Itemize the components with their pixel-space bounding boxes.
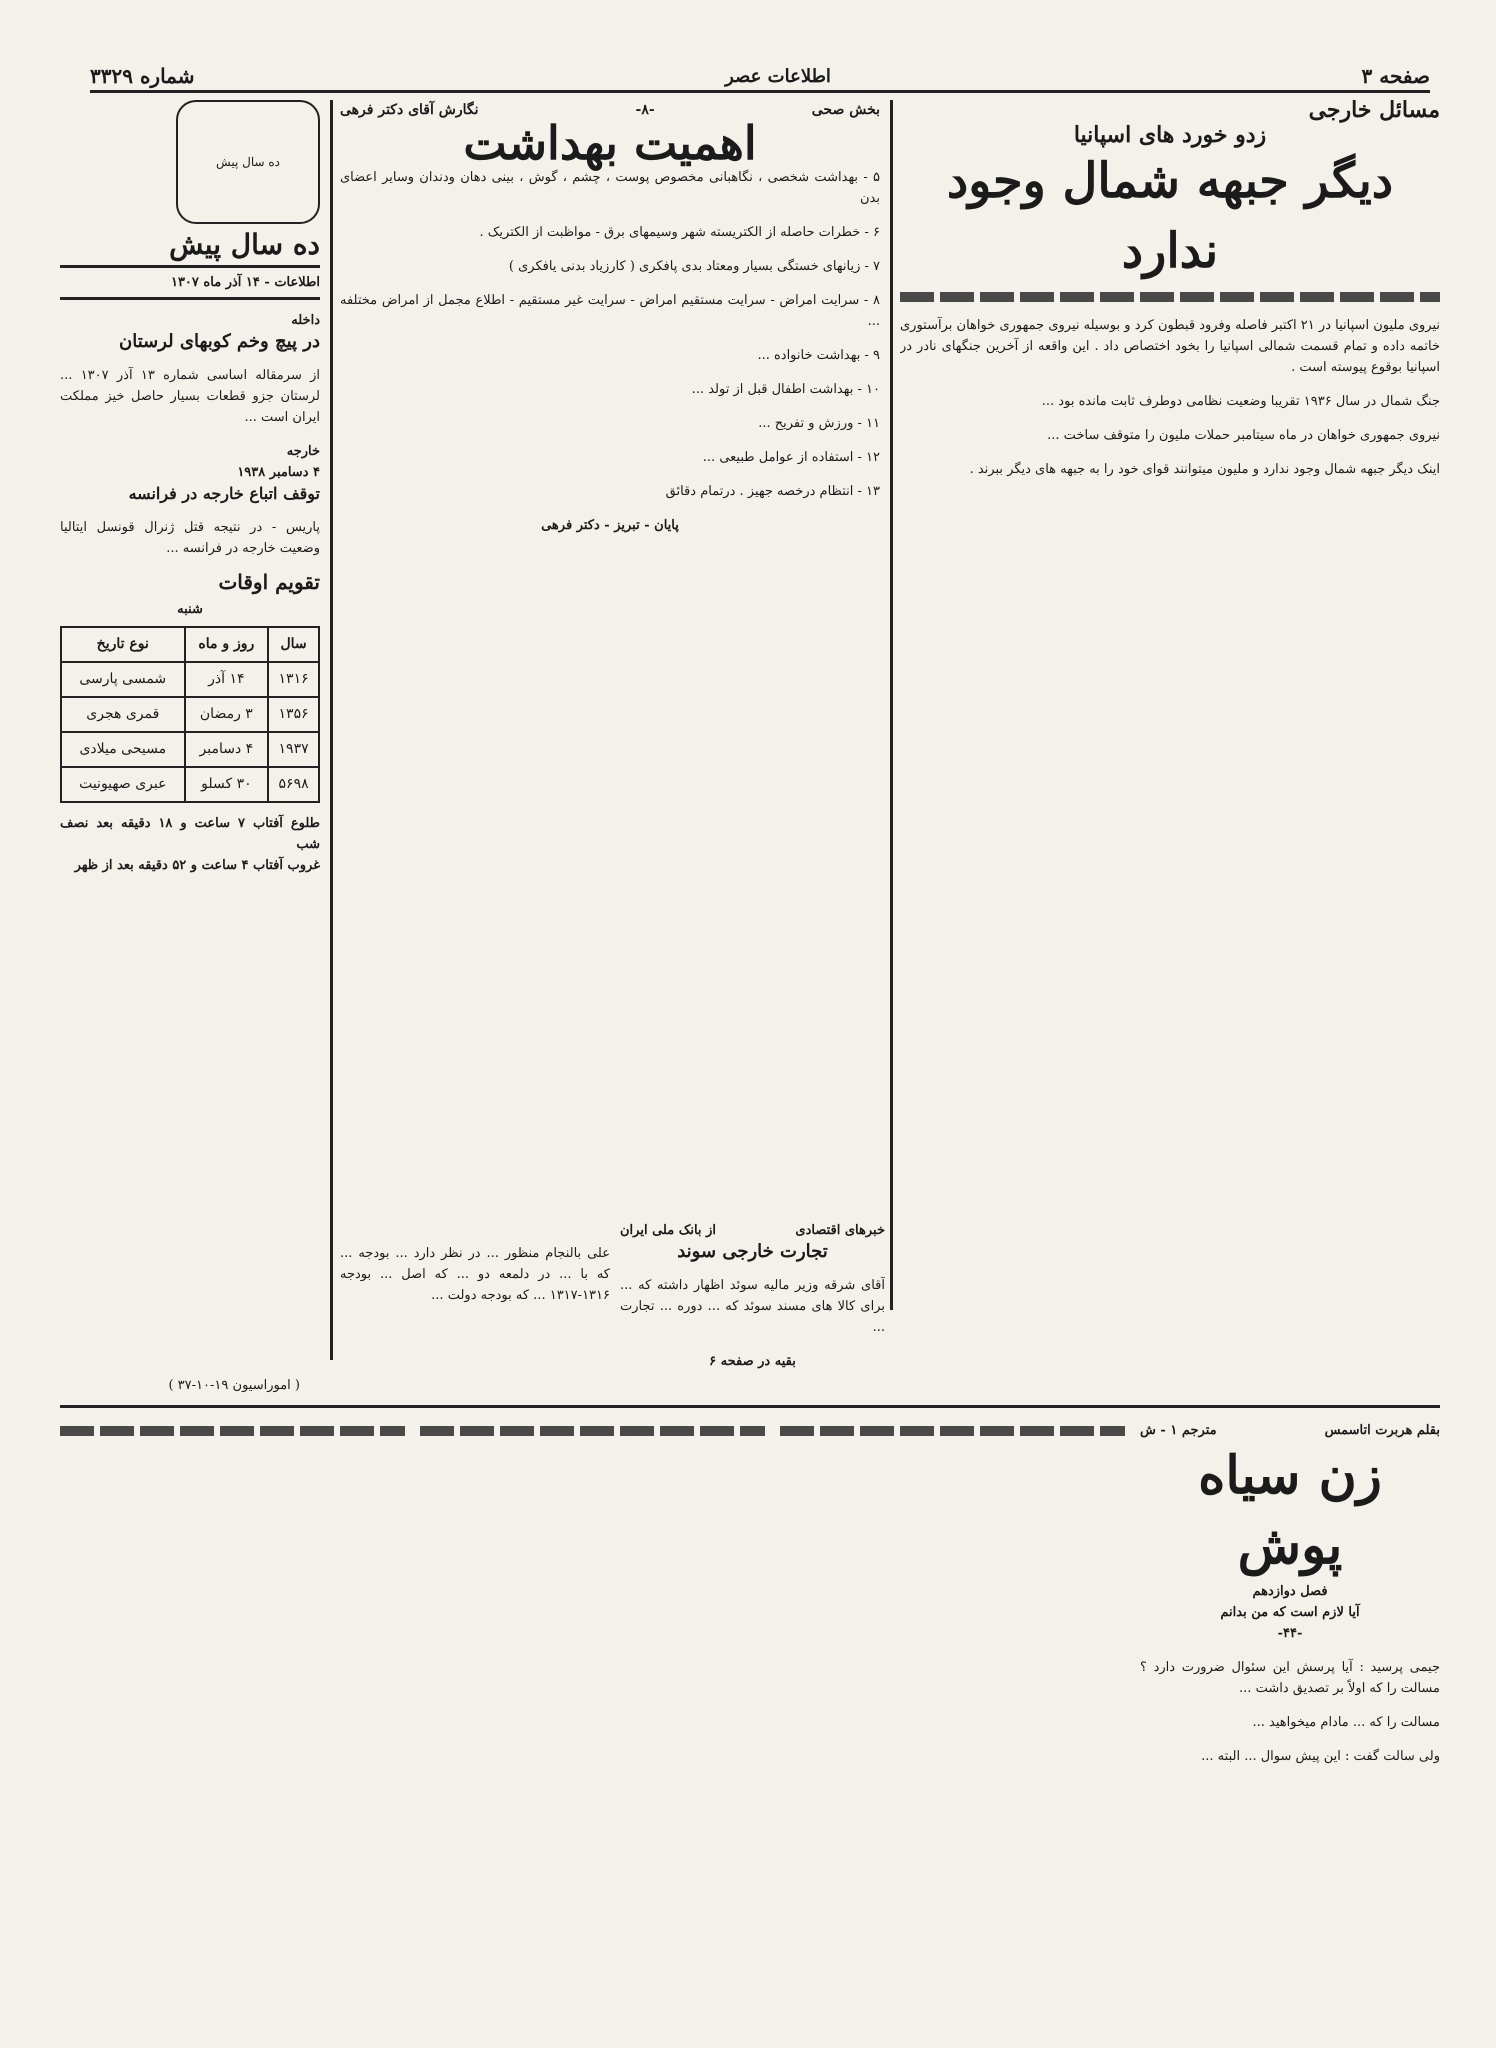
bottom-column (60, 1420, 405, 2030)
paragraph: اینک دیگر جبهه شمال وجود ندارد و ملیون میتوانند قوای خود را به جبهه های دیگر ببرند . (969, 462, 1440, 477)
chapter: فصل دوازدهم (1252, 1584, 1328, 1599)
chapter-number: -۴۴- (1277, 1626, 1303, 1641)
paragraph: ۶ - خطرات حاصله از الکتریسته شهر وسیمهای برق - مواظبت از الکتریک . (479, 225, 880, 240)
page-header (90, 62, 1430, 93)
serial-story (1140, 1420, 1440, 2030)
logo-caption: ده سال پیش (169, 228, 320, 261)
paragraph: ۸ - سرایت امراض - سرایت مستقیم امراض - سرایت غیر مستقیم - اطلاع مجمل از امراض مختلفه ... (340, 293, 880, 329)
left-column (60, 100, 320, 1400)
paragraph: علی بالنجام منظور ... در نظر دارد ... بودجه ... که با ... در دلمعه دو ... که اصل ... بودجه ۱۳۱۶-۱۳۱۷ ... که بودجه دولت ... (340, 1246, 610, 1303)
section-divider (60, 1405, 1440, 1408)
logo-text: ده سال پیش (216, 154, 280, 169)
section-kicker: خبرهای اقتصادی (795, 1223, 885, 1238)
translator: مترجم ۱ - ش (1140, 1423, 1217, 1438)
item-title: در پیچ وخم کوبهای لرستان (118, 331, 320, 352)
table-cell: ۱۳۱۶ (268, 662, 319, 697)
paragraph: پاریس - در نتیجه قتل ژنرال قونسل ایتالیا وضعیت خارجه در فرانسه ... (60, 520, 320, 556)
paragraph: ۵ - بهداشت شخصی ، نگاهبانی مخصوص پوست ، چشم ، گوش ، بینی دهان ودندان وسایر اعضای بدن (340, 170, 880, 206)
ten-years-ago-logo (176, 100, 320, 224)
table-cell: ۵۶۹۸ (268, 767, 319, 802)
table-cell: ۴ دسامبر (185, 732, 269, 767)
date: ۴ دسامبر ۱۹۳۸ (237, 465, 320, 480)
table-cell: ۳ رمضان (185, 697, 269, 732)
paragraph: ۱۰ - بهداشت اطفال قبل از تولد ... (691, 382, 880, 397)
note-text: ( اموراسیون ۱۹-۱۰-۳۷ ) (168, 1378, 300, 1393)
paragraph: ۹ - بهداشت خانواده ... (757, 348, 880, 363)
column-rule (890, 100, 893, 1310)
paragraph: جنگ شمال در سال ۱۹۳۶ تقریبا وضعیت نظامی دوطرف ثابت مانده بود ... (1041, 394, 1440, 409)
table-cell: ۱۴ آذر (185, 662, 269, 697)
text-line (420, 1426, 765, 1436)
calendar-title: تقویم اوقات (218, 570, 320, 594)
paragraph: آقای شرقه وزیر مالیه سوئد اظهار داشته که ... برای کالا های مسند سوئد که ... دوره ... تجارت ... (620, 1278, 885, 1335)
paragraph: جیمی پرسید : آیا پرسش این سئوال ضرورت دارد ؟ مسالت را که اولاً بر تصدیق داشت ... (1140, 1660, 1440, 1696)
chapter-subtitle: آیا لازم است که من بدانم (1220, 1605, 1360, 1620)
bottom-column (420, 1420, 765, 2030)
health-article (340, 100, 880, 1400)
paragraph: ۷ - زیانهای خستگی بسیار ومعتاد بدی پافکری ( کارزیاد بدنی یافکری ) (508, 259, 880, 274)
table-cell: قمری هجری (61, 697, 185, 732)
continued-note: بقیه در صفحه ۶ (709, 1354, 796, 1369)
paper-name: اطلاعات عصر (725, 65, 831, 87)
calendar-table (60, 626, 320, 803)
table-row (61, 767, 319, 802)
paragraph: ۱۳ - انتظام درخصه جهیز . درتمام دقائق (665, 484, 880, 499)
economic-news (620, 1220, 885, 1395)
paragraph: ولی سالت گفت : این پیش سوال ... البته ... (1201, 1749, 1440, 1764)
article-title: تجارت خارجی سوند (677, 1241, 828, 1262)
paragraph: نیروی جمهوری خواهان در ماه سیتامبر حملات ملیون را متوقف ساخت ... (1047, 428, 1440, 443)
text-line (60, 1426, 405, 1436)
table-header: نوع تاریخ (61, 627, 185, 662)
budget-block (340, 1230, 610, 1395)
date-line: اطلاعات - ۱۴ آذر ماه ۱۳۰۷ (60, 265, 320, 300)
table-cell: ۱۳۵۶ (268, 697, 319, 732)
calendar-day: شنبه (177, 602, 203, 617)
section-heading: خارجه (286, 444, 320, 459)
issue-number: -۸- (635, 102, 655, 118)
table-row (61, 732, 319, 767)
table-cell: مسیحی میلادی (61, 732, 185, 767)
byline: نگارش آقای دکتر فرهی (340, 102, 479, 118)
paragraph: نیروی ملیون اسپانیا در ۲۱ اکتبر فاصله وفرود قبطون کرد و بوسیله نیروی جمهوری خواهان برآستوری خاتمه داده و تمام قسمت شمالی اسپانیا را بخود اختصاص داد . این واقعه از آخرین جنگهای نادر در اسپانیا بوقوع پیوسته است . (900, 318, 1440, 375)
item-title: توقف اتباع خارجه در فرانسه (128, 484, 320, 503)
sunrise: طلوع آفتاب ۷ ساعت و ۱۸ دقیقه بعد نصف شب (60, 816, 320, 852)
story-title: زن سیاه پوش (1198, 1445, 1382, 1576)
section-kicker: مسائل خارجی (1308, 100, 1440, 123)
author: بقلم هربرت اتاسمس (1324, 1423, 1440, 1438)
table-cell: عبری صهیونیت (61, 767, 185, 802)
table-cell: شمسی پارسی (61, 662, 185, 697)
table-header: روز و ماه (185, 627, 269, 662)
issue-label: شماره ۳۳۲۹ (90, 64, 195, 88)
section-subhead: زدو خورد های اسپانیا (1073, 122, 1267, 148)
headline: دیگر جبهه شمال وجود ندارد (946, 153, 1394, 279)
page-label: صفحه ۳ (1361, 64, 1430, 88)
paragraph: ۱۲ - استفاده از عوامل طبیعی ... (702, 450, 880, 465)
bottom-column (780, 1420, 1125, 2030)
table-row (61, 662, 319, 697)
column-rule (330, 100, 333, 1360)
section-subkicker: از بانک ملی ایران (620, 1223, 716, 1238)
table-row (61, 697, 319, 732)
signature: پایان - تبریز - دکتر فرهی (541, 518, 679, 533)
paragraph: از سرمقاله اساسی شماره ۱۳ آذر ۱۳۰۷ ... لرستان جزو قطعات بسیار حاصل خیز مملکت ایران است ... (60, 368, 320, 425)
section-label: بخش صحی (811, 102, 880, 118)
paragraph: مسالت را که ... مادام میخواهید ... (1252, 1715, 1440, 1730)
sunset: غروب آفتاب ۴ ساعت و ۵۲ دقیقه بعد از ظهر (74, 858, 320, 873)
foreign-news (900, 100, 1440, 1400)
table-cell: ۱۹۳۷ (268, 732, 319, 767)
table-cell: ۳۰ کسلو (185, 767, 269, 802)
paragraph: ۱۱ - ورزش و تفریح ... (758, 416, 880, 431)
rule (900, 292, 1440, 302)
section-heading: داخله (291, 313, 320, 328)
article-title: اهمیت بهداشت (463, 116, 757, 170)
foot-note (80, 1375, 300, 1399)
text-line (780, 1426, 1125, 1436)
table-header: سال (268, 627, 319, 662)
